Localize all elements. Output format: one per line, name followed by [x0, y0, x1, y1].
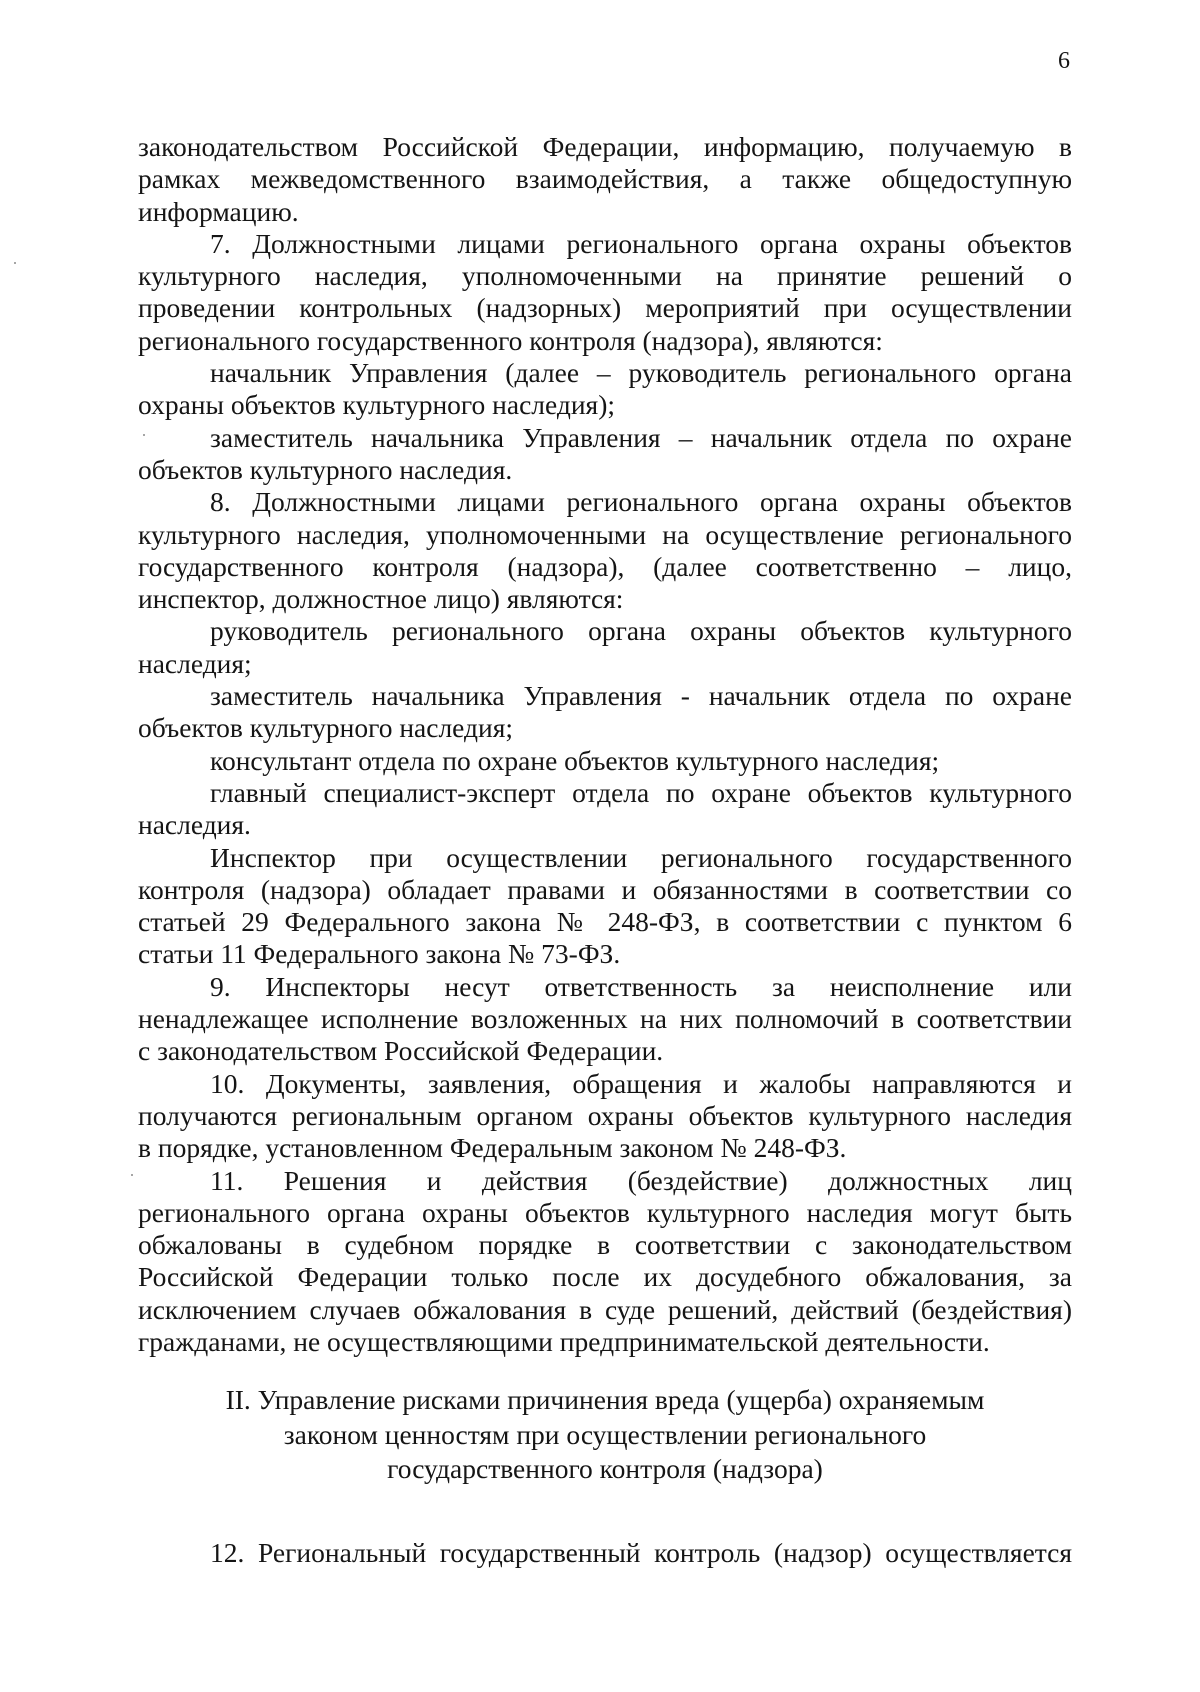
text-line: руководитель регионального органа охраны объектов культурного: [210, 615, 1072, 647]
document-body: [138, 131, 1072, 1358]
text-line: охраны объектов культурного наследия);: [138, 389, 616, 421]
text-line: наследия;: [138, 647, 252, 679]
text-line: 7. Должностными лицами регионального органа охраны объектов: [210, 227, 1072, 259]
text-line: информацию.: [138, 195, 299, 227]
text-line: гражданами, не осуществляющими предпринимательской деятельности.: [138, 1325, 990, 1357]
text-line: с законодательством Российской Федерации.: [138, 1035, 664, 1067]
text-line: объектов культурного наследия.: [138, 453, 513, 485]
text-line: консультант отдела по охране объектов культурного наследия;: [210, 744, 940, 776]
text-line: начальник Управления (далее – руководитель регионального органа: [210, 357, 1072, 389]
text-line: Российской Федерации только после их досудебного обжалования, за: [138, 1261, 1072, 1293]
text-line: культурного наследия, уполномоченными на осуществление регионального: [138, 518, 1072, 550]
text-line: статьей 29 Федерального закона № 248-ФЗ, в соответствии с пунктом 6: [138, 906, 1072, 938]
text-line: 9. Инспекторы несут ответственность за неисполнение или: [210, 970, 1072, 1002]
scan-artifact: [131, 1174, 133, 1176]
text-line: культурного наследия, уполномоченными на принятие решений о: [138, 260, 1072, 292]
text-line: исключением случаев обжалования в суде решений, действий (бездействия): [138, 1293, 1072, 1325]
text-line: главный специалист-эксперт отдела по охране объектов культурного: [210, 776, 1072, 808]
text-line: 12. Региональный государственный контроль (надзор) осуществляется: [210, 1537, 1072, 1568]
text-line: законодательством Российской Федерации, информацию, получаемую в: [138, 131, 1072, 162]
text-line: регионального органа охраны объектов культурного наследия могут быть: [138, 1196, 1072, 1228]
scan-artifact: [143, 434, 145, 436]
text-line: проведении контрольных (надзорных) мероприятий при осуществлении: [138, 292, 1072, 324]
text-line: заместитель начальника Управления - начальник отдела по охране: [210, 680, 1072, 712]
text-line: получаются региональным органом охраны объектов культурного наследия: [138, 1099, 1072, 1131]
text-line: заместитель начальника Управления – начальник отдела по охране: [210, 421, 1072, 453]
text-line: 11. Решения и действия (бездействие) должностных лиц: [210, 1164, 1072, 1196]
page-number: 6: [1058, 48, 1070, 74]
text-line: 8. Должностными лицами регионального органа охраны объектов: [210, 486, 1072, 518]
heading-line: государственного контроля (надзора): [387, 1453, 823, 1484]
text-line: государственного контроля (надзора), (далее соответственно – лицо,: [138, 550, 1072, 582]
text-line: 10. Документы, заявления, обращения и жалобы направляются и: [210, 1067, 1072, 1099]
heading-line: II. Управление рисками причинения вреда (ущерба) охраняемым: [225, 1384, 985, 1415]
text-line: обжалованы в судебном порядке в соответствии с законодательством: [138, 1229, 1072, 1261]
text-line: инспектор, должностное лицо) являются:: [138, 583, 624, 615]
text-line: наследия.: [138, 809, 251, 841]
text-line: контроля (надзора) обладает правами и обязанностями в соответствии со: [138, 873, 1072, 905]
heading-line: законом ценностям при осуществлении регионального: [283, 1418, 927, 1450]
text-line: ненадлежащее исполнение возложенных на них полномочий в соответствии: [138, 1003, 1072, 1035]
text-line: объектов культурного наследия;: [138, 712, 514, 744]
section-heading: [138, 1383, 1072, 1487]
text-line: статьи 11 Федерального закона № 73-ФЗ.: [138, 938, 621, 970]
text-line: в порядке, установленном Федеральным законом № 248-ФЗ.: [138, 1132, 847, 1164]
text-line: рамках межведомственного взаимодействия, а также общедоступную: [138, 163, 1072, 195]
scan-artifact: [14, 262, 16, 264]
text-line: Инспектор при осуществлении регионального государственного: [210, 841, 1072, 873]
text-line: регионального государственного контроля (надзора), являются:: [138, 324, 883, 356]
continued-paragraph: [138, 1537, 1072, 1569]
